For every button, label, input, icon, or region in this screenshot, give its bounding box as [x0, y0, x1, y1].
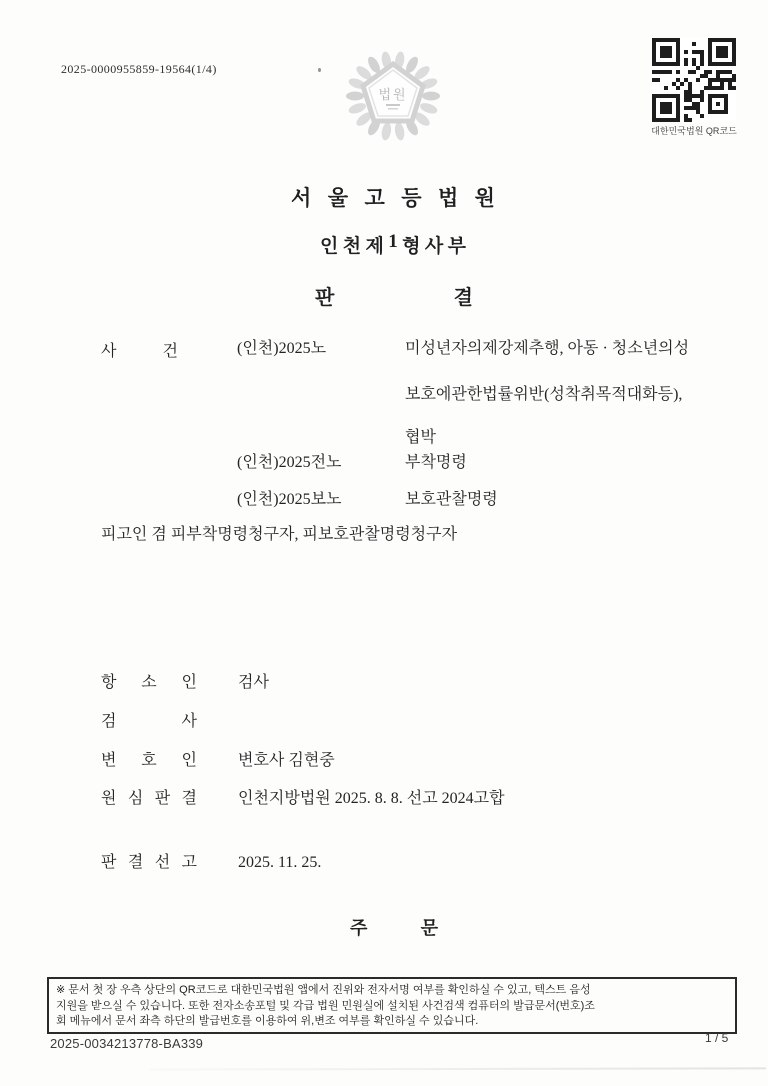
case-label: 사 건: [101, 343, 178, 360]
issue-number-top: 2025-0000955859-19564(1/4): [61, 62, 217, 76]
verification-notice-box: [47, 977, 737, 1034]
party-label-lower-court-judgment: 원 심 판 결: [101, 790, 197, 807]
notice-line: 회 메뉴에서 문서 좌측 하단의 발급번호를 이용하여 위,변조 여부를 확인하실 수 있습니다.: [56, 1015, 479, 1027]
court-name-title: 서 울 고 등 법 원: [291, 186, 495, 210]
judgment-title: 판 결: [315, 287, 473, 309]
party-label-judgment-date: 판 결 선 고: [101, 854, 197, 871]
court-seal-icon: [344, 50, 442, 144]
party-value-judgment-date: 2025. 11. 25.: [238, 854, 322, 871]
notice-line: 지원을 받으실 수 있습니다. 또한 전자소송포털 및 각급 법원 민원실에 설치된 사건검색 컴퓨터의 발급문서(번호)조: [56, 999, 595, 1012]
case-number: (인천)2025노: [237, 340, 327, 357]
party-label-defense-counsel: 변 호 인: [101, 752, 197, 769]
defendant-line: 피고인 겸 피부착명령청구자, 피보호관찰명령청구자: [101, 526, 458, 543]
case-number: (인천)2025전노: [237, 454, 342, 471]
qr-caption: 대한민국법원 QR코드: [651, 126, 737, 136]
order-heading: 주 문: [350, 918, 438, 938]
case-number: (인천)2025보노: [237, 491, 342, 508]
seal-text: 법원: [378, 87, 408, 102]
scan-edge-line: [150, 1067, 766, 1070]
party-value-appellant: 검사: [238, 674, 269, 691]
case-name-line: 부착명령: [405, 454, 467, 471]
issue-number-bottom: 2025-0034213778-BA339: [50, 1036, 204, 1051]
party-label-appellant: 항 소 인: [101, 674, 197, 691]
case-name-line: 보호에관한법률위반(성착취목적대화등),: [405, 386, 683, 403]
page-indicator: 1 / 5: [705, 1031, 729, 1045]
case-name-line: 미성년자의제강제추행, 아동 · 청소년의성: [405, 340, 690, 357]
division-title: 인 천 제 1 형 사 부: [320, 231, 466, 257]
party-value-lower-court-judgment: 인천지방법원 2025. 8. 8. 선고 2024고합: [238, 790, 505, 807]
qr-code: [652, 38, 736, 122]
notice-line: ※ 문서 첫 장 우측 상단의 QR코드로 대한민국법원 앱에서 진위와 전자서명 여부를 확인하실 수 있고, 텍스트 음성: [56, 984, 591, 996]
case-name-line: 보호관찰명령: [405, 491, 498, 508]
party-value-defense-counsel: 변호사 김현중: [238, 752, 335, 769]
party-label-prosecutor: 검 사: [101, 713, 197, 730]
case-name-line: 협박: [405, 429, 436, 446]
scan-speck: [318, 68, 321, 72]
